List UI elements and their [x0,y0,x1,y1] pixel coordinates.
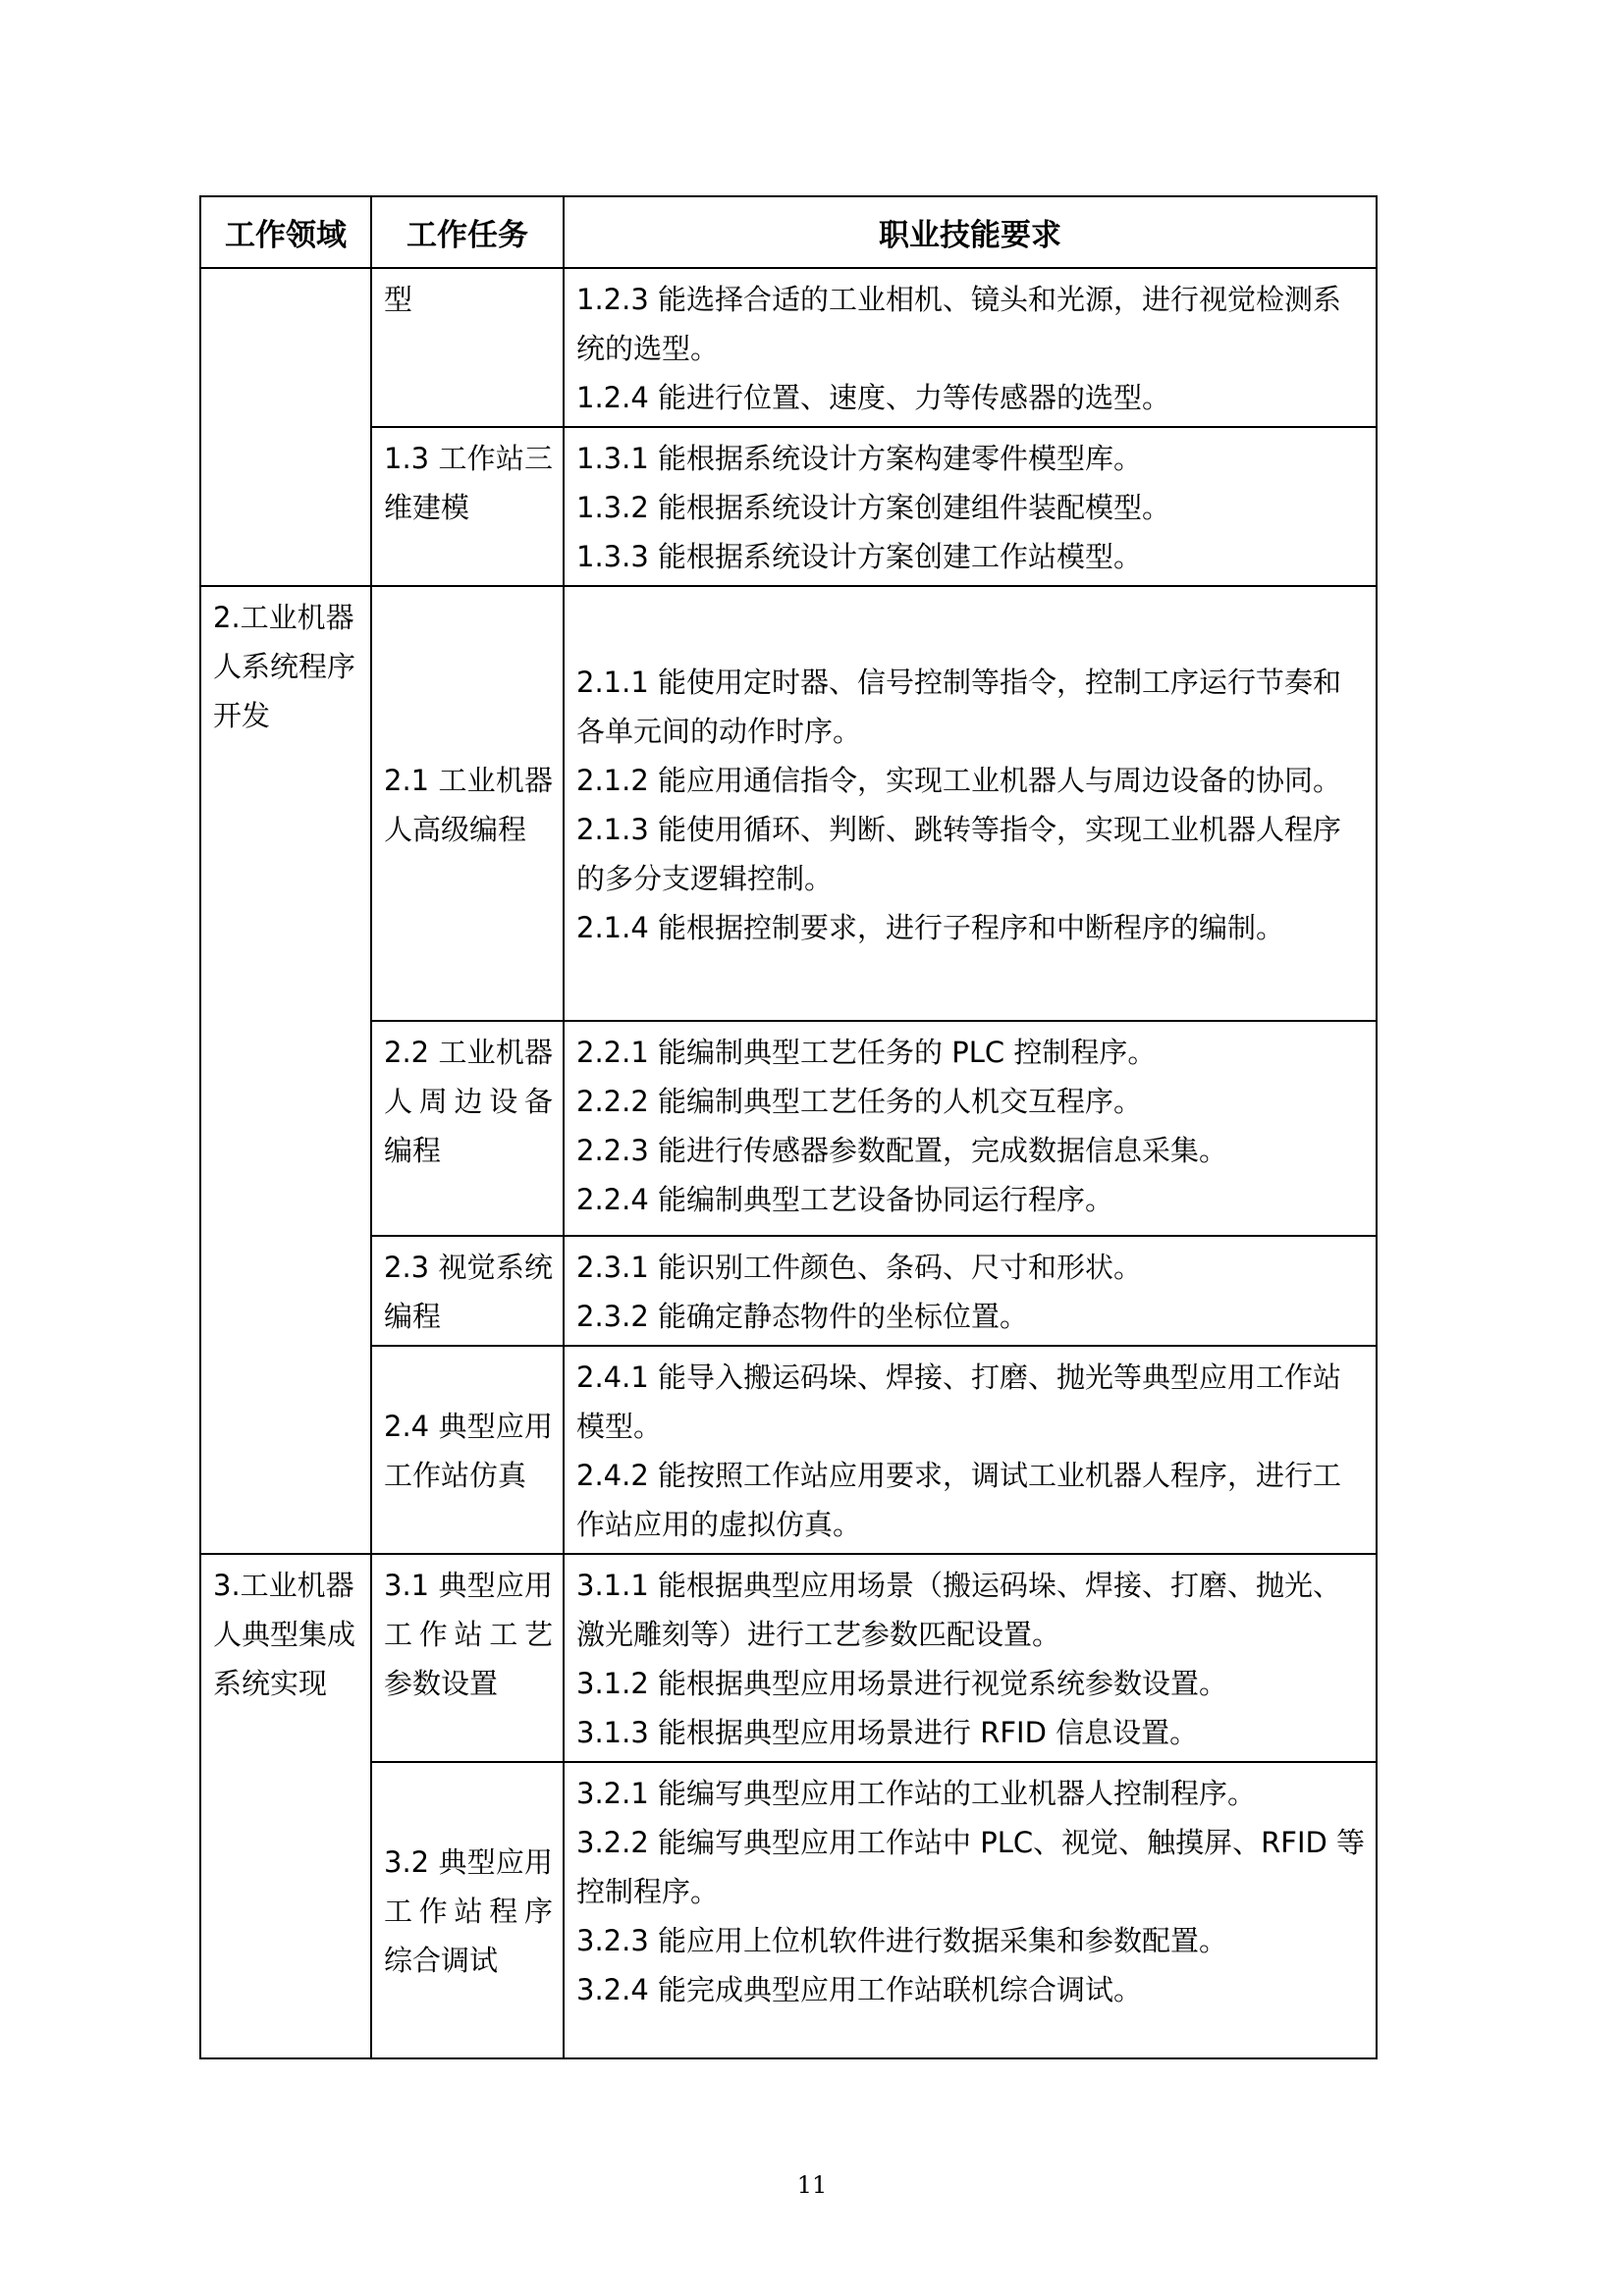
requirement-item: 1.3.1 能根据系统设计方案构建零件模型库。 [576,442,1143,475]
requirement-item: 1.2.3 能选择合适的工业相机、镜头和光源，进行视觉检测系统的选型。 [576,283,1342,365]
requirement-item: 2.2.4 能编制典型工艺设备协同运行程序。 [576,1183,1114,1216]
task-cell: 型 [371,268,564,427]
requirement-item: 3.1.1 能根据典型应用场景（搬运码垛、焊接、打磨、抛光、激光雕刻等）进行工艺参数匹配设置。 [576,1569,1342,1651]
task-cell: 2.3 视觉系统编程 [371,1236,564,1346]
requirements-cell [564,1346,1377,1554]
requirement-item: 2.2.2 能编制典型工艺任务的人机交互程序。 [576,1085,1143,1118]
requirement-item: 2.2.1 能编制典型工艺任务的 PLC 控制程序。 [576,1036,1157,1069]
requirements-cell [564,1236,1377,1346]
table-row [200,1346,1377,1554]
area-cell-empty [200,268,371,586]
requirements-cell [564,268,1377,427]
table-row [200,268,1377,427]
task-cell: 3.1 典型应用工作站工艺参数设置 [371,1554,564,1762]
requirement-item: 1.3.3 能根据系统设计方案创建工作站模型。 [576,540,1143,573]
task-cell: 3.2 典型应用工作站程序综合调试 [371,1762,564,2058]
requirement-item: 2.3.2 能确定静态物件的坐标位置。 [576,1300,1029,1333]
requirement-item: 2.1.3 能使用循环、判断、跳转等指令，实现工业机器人程序的多分支逻辑控制。 [576,812,1342,895]
requirements-cell [564,1554,1377,1762]
requirement-item: 3.2.2 能编写典型应用工作站中 PLC、视觉、触摸屏、RFID 等控制程序。 [576,1826,1366,1908]
table-row [200,1021,1377,1236]
task-cell: 2.4 典型应用工作站仿真 [371,1346,564,1554]
task-cell: 2.1 工业机器人高级编程 [371,586,564,1021]
requirement-item: 3.2.3 能应用上位机软件进行数据采集和参数配置。 [576,1924,1228,1957]
requirement-item: 2.3.1 能识别工件颜色、条码、尺寸和形状。 [576,1251,1143,1284]
requirement-item: 3.2.1 能编写典型应用工作站的工业机器人控制程序。 [576,1777,1257,1810]
requirement-item: 1.3.2 能根据系统设计方案创建组件装配模型。 [576,491,1171,524]
table-row [200,427,1377,586]
table-header-row [200,196,1377,268]
header-skill-requirements: 职业技能要求 [564,196,1377,268]
requirement-item: 2.2.3 能进行传感器参数配置，完成数据信息采集。 [576,1134,1228,1167]
requirements-cell [564,1021,1377,1236]
requirements-cell [564,586,1377,1021]
requirement-item: 1.2.4 能进行位置、速度、力等传感器的选型。 [576,381,1171,414]
requirements-cell [564,1762,1377,2058]
table-row [200,1236,1377,1346]
page-number: 11 [796,2171,828,2199]
area-cell: 2.工业机器人系统程序开发 [200,586,371,1554]
requirement-item: 2.1.2 能应用通信指令，实现工业机器人与周边设备的协同。 [576,763,1342,797]
requirement-item: 3.1.3 能根据典型应用场景进行 RFID 信息设置。 [576,1716,1199,1749]
header-work-area: 工作领域 [200,196,371,268]
requirements-cell [564,427,1377,586]
requirement-item: 3.1.2 能根据典型应用场景进行视觉系统参数设置。 [576,1667,1228,1700]
requirement-item: 2.1.1 能使用定时器、信号控制等指令，控制工序运行节奏和各单元间的动作时序。 [576,665,1342,748]
header-work-task: 工作任务 [371,196,564,268]
requirement-item: 2.4.1 能导入搬运码垛、焊接、打磨、抛光等典型应用工作站模型。 [576,1361,1342,1443]
area-cell: 3.工业机器人典型集成系统实现 [200,1554,371,2058]
task-cell: 1.3 工作站三维建模 [371,427,564,586]
table-row [200,1554,1377,1762]
requirement-item: 3.2.4 能完成典型应用工作站联机综合调试。 [576,1973,1143,2006]
requirement-item: 2.1.4 能根据控制要求，进行子程序和中断程序的编制。 [576,910,1285,944]
table-row [200,586,1377,1021]
task-cell: 2.2 工业机器人周边设备编程 [371,1021,564,1236]
table-row [200,1762,1377,2058]
requirement-item: 2.4.2 能按照工作站应用要求，调试工业机器人程序，进行工作站应用的虚拟仿真。 [576,1459,1342,1541]
skills-table [199,195,1378,2059]
